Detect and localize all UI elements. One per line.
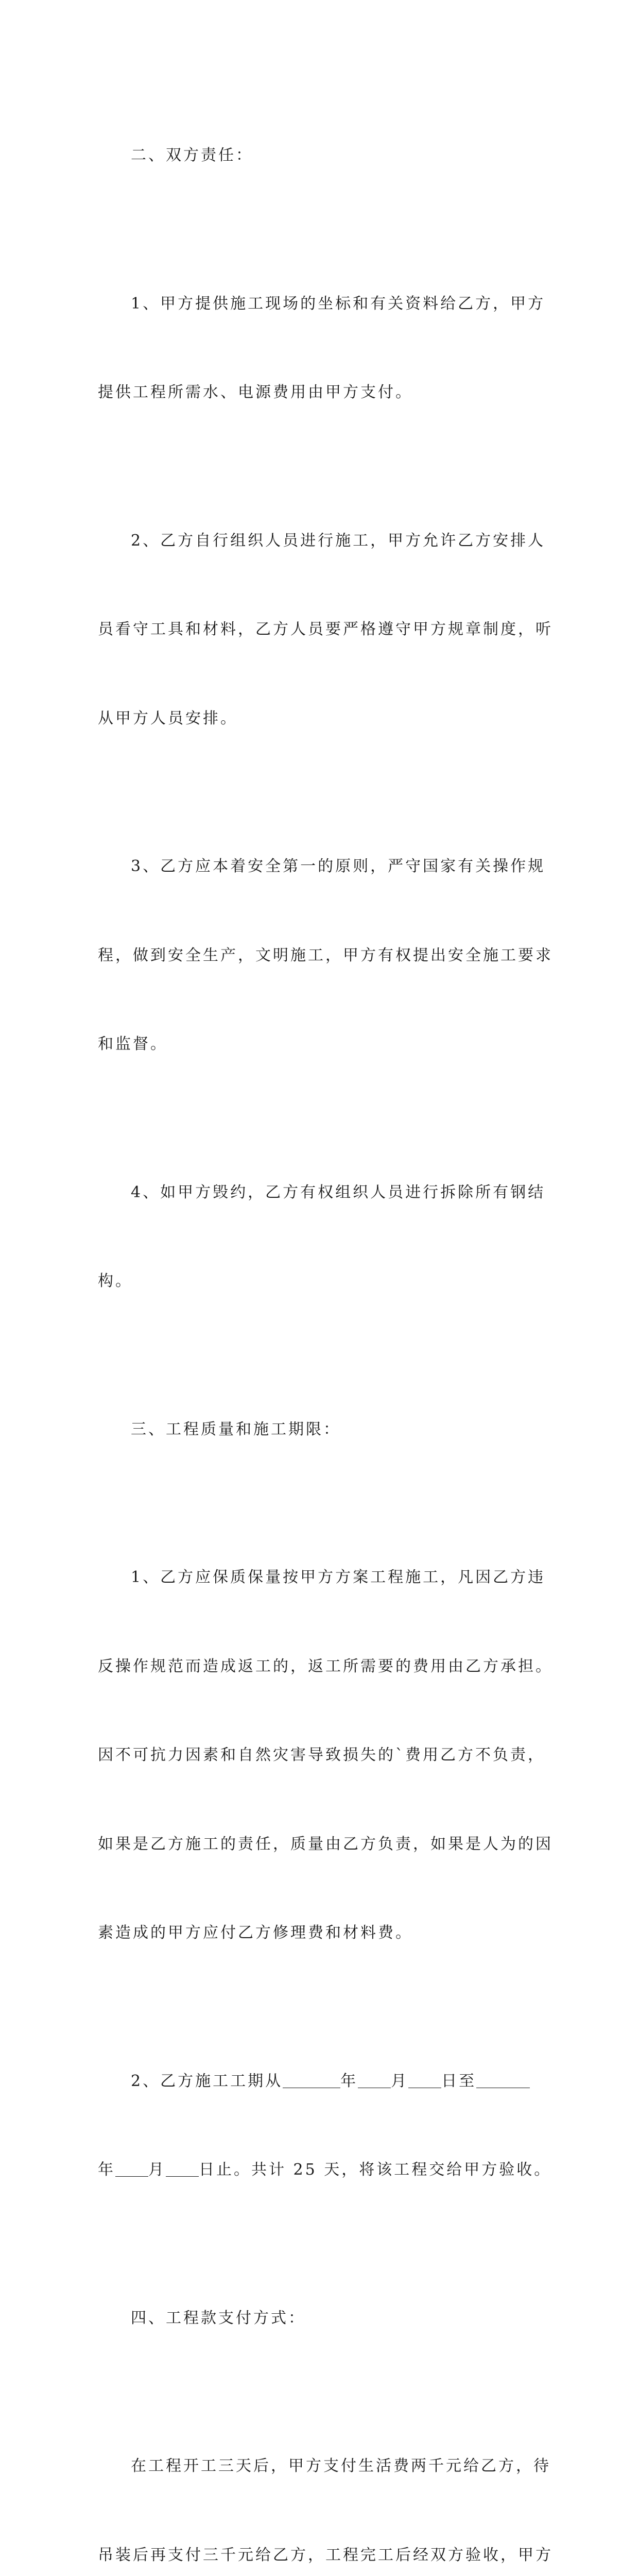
clause-line: 如果是乙方施工的责任，质量由乙方负责，如果是人为的因 <box>98 1835 553 1853</box>
clause-line: 素造成的甲方应付乙方修理费和材料费。 <box>98 1924 413 1942</box>
clause-2-3 <box>98 792 551 1118</box>
blank-end-day <box>166 2161 199 2177</box>
clause-line: 反操作规范而造成返工的，返工所需要的费用由乙方承担。 <box>98 1657 553 1675</box>
clause-line: 2、乙方自行组织人员进行施工，甲方允许乙方安排人 <box>131 531 546 550</box>
period-line-1 <box>98 2066 551 2096</box>
year-label: 年 <box>340 2072 358 2090</box>
blank-end-month <box>115 2161 148 2177</box>
clause-2-1 <box>98 230 551 467</box>
clause-line: 构。 <box>98 1272 133 1290</box>
clause-line: 1、乙方应保质保量按甲方方案工程施工，凡因乙方违 <box>131 1568 546 1586</box>
period-line-2 <box>98 2155 551 2185</box>
section-heading-responsibilities <box>98 81 551 230</box>
clause-line: 和监督。 <box>98 1035 168 1053</box>
clause-line: 吊装后再支付三千元给乙方，工程完工后经双方验收，甲方 <box>98 2546 553 2564</box>
clause-line: 程，做到安全生产，文明施工，甲方有权提出安全施工要求 <box>98 946 553 964</box>
year-label: 年 <box>98 2161 115 2179</box>
blank-end-year <box>476 2072 530 2088</box>
clause-line: 在工程开工三天后，甲方支付生活费两千元给乙方，待 <box>131 2457 551 2475</box>
blank-start-month <box>358 2072 391 2088</box>
document-body <box>98 81 551 2576</box>
clause-4-payment <box>98 2392 551 2576</box>
period-prefix: 2、乙方施工工期从 <box>131 2072 283 2090</box>
clause-line: 3、乙方应本着安全第一的原则，严守国家有关操作规 <box>131 857 546 875</box>
heading-line: 二、双方责任： <box>131 146 253 164</box>
section-heading-payment <box>98 2244 551 2393</box>
clause-line: 1、甲方提供施工现场的坐标和有关资料给乙方，甲方 <box>131 294 546 313</box>
clause-3-2-period <box>98 2007 551 2244</box>
blank-start-year <box>283 2072 340 2088</box>
clause-line: 员看守工具和材料，乙方人员要严格遵守甲方规章制度，听 <box>98 620 553 638</box>
month-label: 月 <box>391 2072 409 2090</box>
clause-line: 提供工程所需水、电源费用由甲方支付。 <box>98 383 413 401</box>
clause-line: 因不可抗力因素和自然灾害导致损失的`费用乙方不负责， <box>98 1746 545 1764</box>
clause-3-1 <box>98 1503 551 2007</box>
blank-start-day <box>408 2072 441 2088</box>
clause-2-4 <box>98 1118 551 1355</box>
clause-line: 从甲方人员安排。 <box>98 709 238 727</box>
clause-2-2 <box>98 467 551 793</box>
heading-line: 四、工程款支付方式： <box>131 2309 306 2327</box>
heading-line: 三、工程质量和施工期限： <box>131 1420 341 1438</box>
clause-line: 4、如甲方毁约，乙方有权组织人员进行拆除所有钢结 <box>131 1183 546 1201</box>
month-label: 月 <box>148 2161 166 2179</box>
day-to-label: 日至 <box>441 2072 477 2090</box>
period-suffix: 日止。共计 25 天，将该工程交给甲方验收。 <box>199 2161 552 2179</box>
section-heading-quality-and-period <box>98 1355 551 1504</box>
